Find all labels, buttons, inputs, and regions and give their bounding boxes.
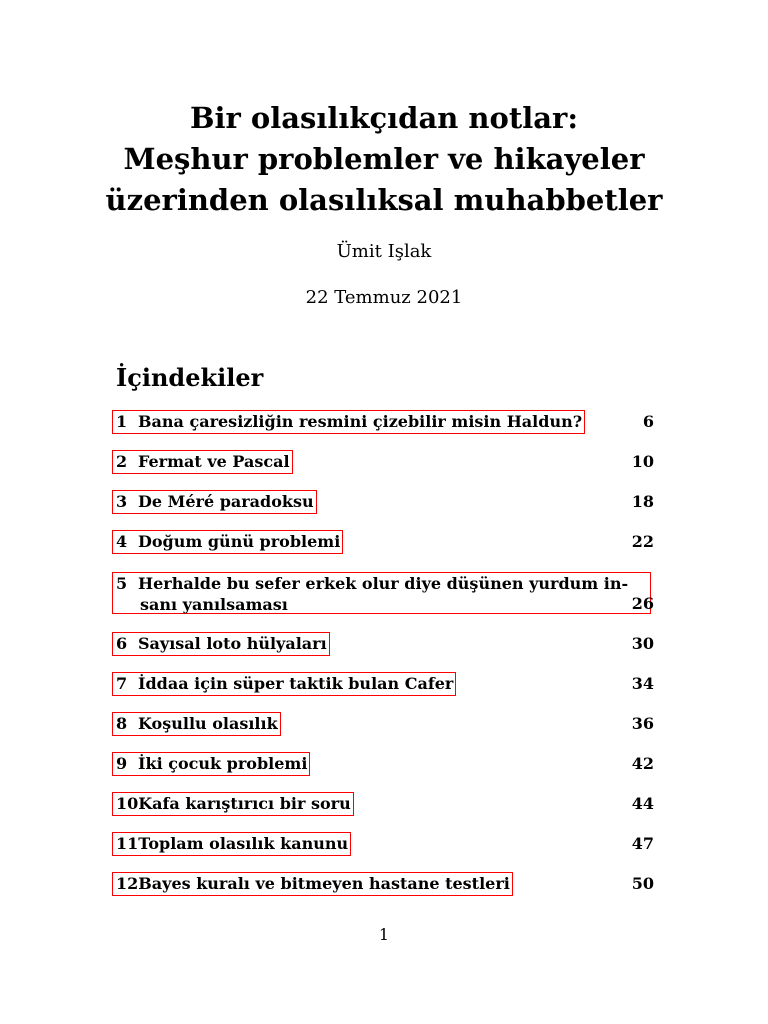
toc-number: 12	[116, 874, 139, 893]
toc-link-4[interactable]	[112, 530, 343, 554]
toc-entry-9	[112, 752, 654, 776]
toc-title: Herhalde bu sefer erkek olur diye düşünen yurdum in-	[138, 574, 629, 593]
toc-link-9[interactable]	[112, 752, 310, 776]
toc-link-11[interactable]	[112, 832, 351, 856]
toc-page-number: 36	[631, 714, 654, 733]
toc-number: 3	[116, 492, 128, 511]
toc-link-2[interactable]	[112, 450, 293, 474]
toc-title: Toplam olasılık kanunu	[138, 834, 349, 853]
toc-number: 11	[116, 834, 139, 853]
toc-page-number: 18	[631, 492, 654, 511]
toc-page-number: 50	[631, 874, 654, 893]
toc-title: Fermat ve Pascal	[138, 452, 290, 471]
toc-link-6[interactable]	[112, 632, 330, 656]
toc-entry-12	[112, 872, 654, 896]
toc-entry-8	[112, 712, 654, 736]
toc-page-number: 42	[631, 754, 654, 773]
toc-title: Bana çaresizliğin resmini çizebilir misin Haldun?	[138, 412, 583, 431]
title-line-3: üzerinden olasılıksal muhabbetler	[105, 183, 663, 217]
document-title	[0, 98, 768, 221]
toc-link-1[interactable]	[112, 410, 585, 434]
toc-page-number: 34	[631, 674, 654, 693]
toc-title: Bayes kuralı ve bitmeyen hastane testleri	[138, 874, 510, 893]
page-number: 1	[378, 925, 390, 944]
toc-entry-7	[112, 672, 654, 696]
toc-page-number: 26	[631, 594, 654, 613]
toc-entry-3	[112, 490, 654, 514]
toc-number: 7	[116, 674, 128, 693]
toc-title: Kafa karıştırıcı bir soru	[138, 794, 351, 813]
toc-title: Doğum günü problemi	[138, 532, 341, 551]
toc-number: 5	[116, 574, 128, 593]
toc-link-3[interactable]	[112, 490, 317, 514]
toc-number: 4	[116, 532, 128, 551]
toc-title-line-1	[116, 573, 628, 595]
toc-entry-11	[112, 832, 654, 856]
toc-entry-2	[112, 450, 654, 474]
toc-link-12[interactable]	[112, 872, 513, 896]
toc-title: De Méré paradoksu	[138, 492, 314, 511]
toc-entry-6	[112, 632, 654, 656]
toc-link-8[interactable]	[112, 712, 281, 736]
title-line-2: Meşhur problemler ve hikayeler	[123, 142, 645, 176]
toc-page-number: 30	[631, 634, 654, 653]
toc-page-number: 44	[631, 794, 654, 813]
toc-page-number: 10	[631, 452, 654, 471]
toc-number: 2	[116, 452, 128, 471]
toc-page-number: 22	[631, 532, 654, 551]
toc-title: Koşullu olasılık	[138, 714, 278, 733]
document-date: 22 Temmuz 2021	[305, 287, 463, 308]
toc-entry-4	[112, 530, 654, 554]
toc-title-line-2: sanı yanılsaması	[140, 595, 288, 614]
toc-number: 8	[116, 714, 128, 733]
toc-number: 9	[116, 754, 128, 773]
toc-title: İddaa için süper taktik bulan Cafer	[138, 674, 454, 693]
toc-title: İki çocuk problemi	[138, 754, 308, 773]
toc-link-7[interactable]	[112, 672, 456, 696]
author-name: Ümit Işlak	[336, 241, 432, 262]
toc-number: 10	[116, 794, 139, 813]
toc-heading: İçindekiler	[116, 363, 264, 392]
toc-number: 1	[116, 412, 128, 431]
toc-page-number: 6	[642, 412, 654, 431]
toc-link-5[interactable]	[112, 572, 651, 614]
toc-entry-5	[112, 572, 654, 614]
toc-link-10[interactable]	[112, 792, 354, 816]
toc-entry-10	[112, 792, 654, 816]
toc-title: Sayısal loto hülyaları	[138, 634, 327, 653]
toc-entry-1	[112, 410, 654, 434]
toc-number: 6	[116, 634, 128, 653]
title-line-1: Bir olasılıkçıdan notlar:	[189, 101, 579, 135]
toc-page-number: 47	[631, 834, 654, 853]
